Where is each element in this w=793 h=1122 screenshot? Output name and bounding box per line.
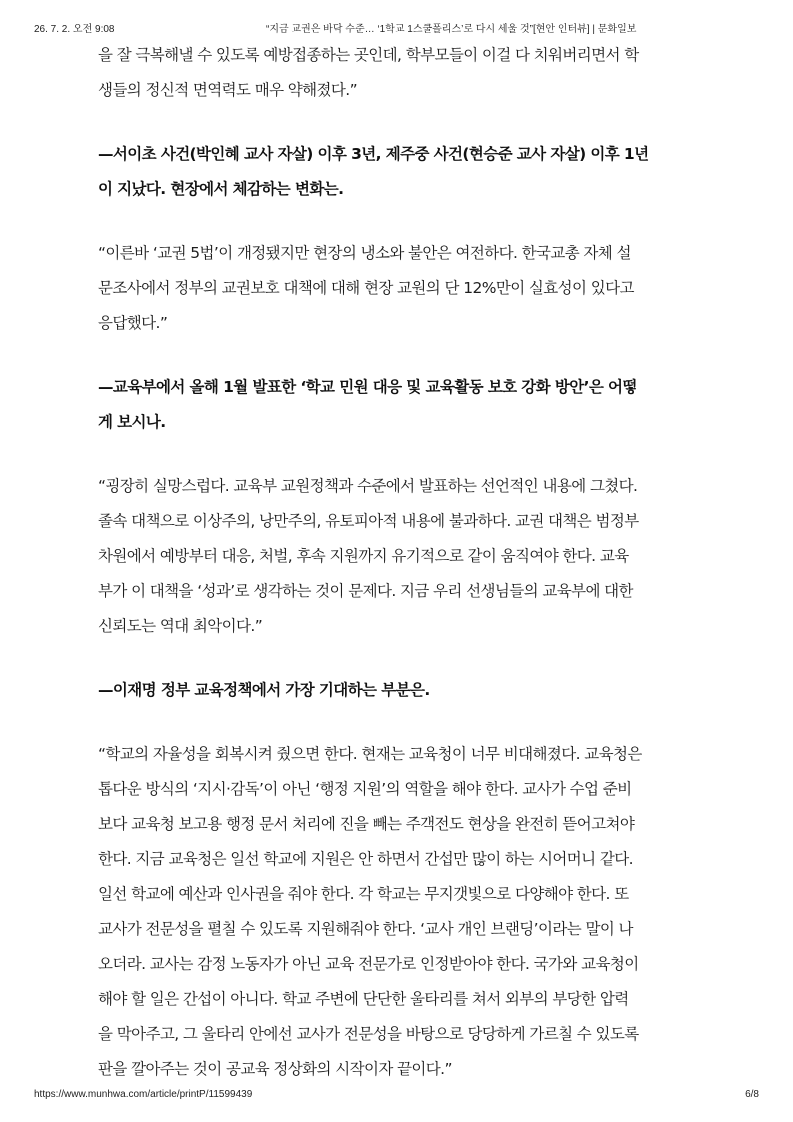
answer-paragraph xyxy=(98,236,700,341)
text-line: 문조사에서 정부의 교권보호 대책에 대해 현장 교원의 단 12%만이 실효성이 있다고 xyxy=(98,279,634,297)
text-line: —교육부에서 올해 1월 발표한 ‘학교 민원 대응 및 교육활동 보호 강화 방안’은 어떻 xyxy=(98,378,637,396)
text-line: “학교의 자율성을 회복시켜 줬으면 한다. 현재는 교육청이 너무 비대해졌다. 교육청은 xyxy=(98,745,642,763)
print-page-title: “지금 교권은 바닥 수준… ‘1학교 1스쿨폴리스’로 다시 세울 것”[현안 인터뷰] | 문화일보 xyxy=(266,24,637,35)
print-date: 26. 7. 2. 오전 9:08 xyxy=(34,24,115,35)
text-line: 을 막아주고, 그 울타리 안에선 교사가 전문성을 바탕으로 당당하게 가르칠 수 있도록 xyxy=(98,1025,639,1043)
page-number: 6/8 xyxy=(745,1089,759,1100)
text-line: 신뢰도는 역대 최악이다.” xyxy=(98,617,263,635)
article-url: https://www.munhwa.com/article/printP/11599439 xyxy=(34,1089,253,1100)
text-line: —이재명 정부 교육정책에서 가장 기대하는 부분은. xyxy=(98,681,430,699)
text-line: 한다. 지금 교육청은 일선 학교에 지원은 안 하면서 간섭만 많이 하는 시어머니 같다. xyxy=(98,850,633,868)
text-line: 판을 깔아주는 것이 공교육 정상화의 시작이자 끝이다.” xyxy=(98,1060,452,1078)
article-body xyxy=(98,38,700,1087)
print-header xyxy=(34,20,759,34)
text-line: 교사가 전문성을 펼칠 수 있도록 지원해줘야 한다. ‘교사 개인 브랜딩’이라는 말이 나 xyxy=(98,920,633,938)
text-line: 톱다운 방식의 ‘지시·감독’이 아닌 ‘행정 지원’의 역할을 해야 한다. 교사가 수업 준비 xyxy=(98,780,632,798)
text-line: 생들의 정신적 면역력도 매우 약해졌다.” xyxy=(98,81,358,99)
answer-paragraph xyxy=(98,469,700,644)
text-line: —서이초 사건(박인혜 교사 자살) 이후 3년, 제주중 사건(현승준 교사 자살) 이후 1년 xyxy=(98,145,649,163)
print-footer xyxy=(34,1089,759,1103)
text-line: 오더라. 교사는 감정 노동자가 아닌 교육 전문가로 인정받아야 한다. 국가와 교육청이 xyxy=(98,955,639,973)
text-line: 부가 이 대책을 ‘성과’로 생각하는 것이 문제다. 지금 우리 선생님들의 교육부에 대한 xyxy=(98,582,633,600)
text-line: “굉장히 실망스럽다. 교육부 교원정책과 수준에서 발표하는 선언적인 내용에 그쳤다. xyxy=(98,477,638,495)
text-line: 응답했다.” xyxy=(98,314,168,332)
answer-paragraph xyxy=(98,737,700,1087)
text-line: 일선 학교에 예산과 인사권을 줘야 한다. 각 학교는 무지갯빛으로 다양해야 한다. 또 xyxy=(98,885,629,903)
text-line: “이른바 ‘교권 5법’이 개정됐지만 현장의 냉소와 불안은 여전하다. 한국교총 자체 설 xyxy=(98,244,631,262)
answer-paragraph xyxy=(98,38,700,108)
text-line: 이 지났다. 현장에서 체감하는 변화는. xyxy=(98,180,344,198)
text-line: 을 잘 극복해낼 수 있도록 예방접종하는 곳인데, 학부모들이 이걸 다 치워버리면서 학 xyxy=(98,46,639,64)
text-line: 보다 교육청 보고용 행정 문서 처리에 진을 빼는 주객전도 현상을 완전히 뜯어고쳐야 xyxy=(98,815,635,833)
text-line: 차원에서 예방부터 대응, 처벌, 후속 지원까지 유기적으로 같이 움직여야 한다. 교육 xyxy=(98,547,629,565)
question-paragraph xyxy=(98,137,700,207)
text-line: 해야 할 일은 간섭이 아니다. 학교 주변에 단단한 울타리를 쳐서 외부의 부당한 압력 xyxy=(98,990,629,1008)
text-line: 게 보시나. xyxy=(98,413,166,431)
question-paragraph xyxy=(98,370,700,440)
text-line: 졸속 대책으로 이상주의, 낭만주의, 유토피아적 내용에 불과하다. 교권 대책은 범정부 xyxy=(98,512,639,530)
question-paragraph xyxy=(98,673,700,708)
